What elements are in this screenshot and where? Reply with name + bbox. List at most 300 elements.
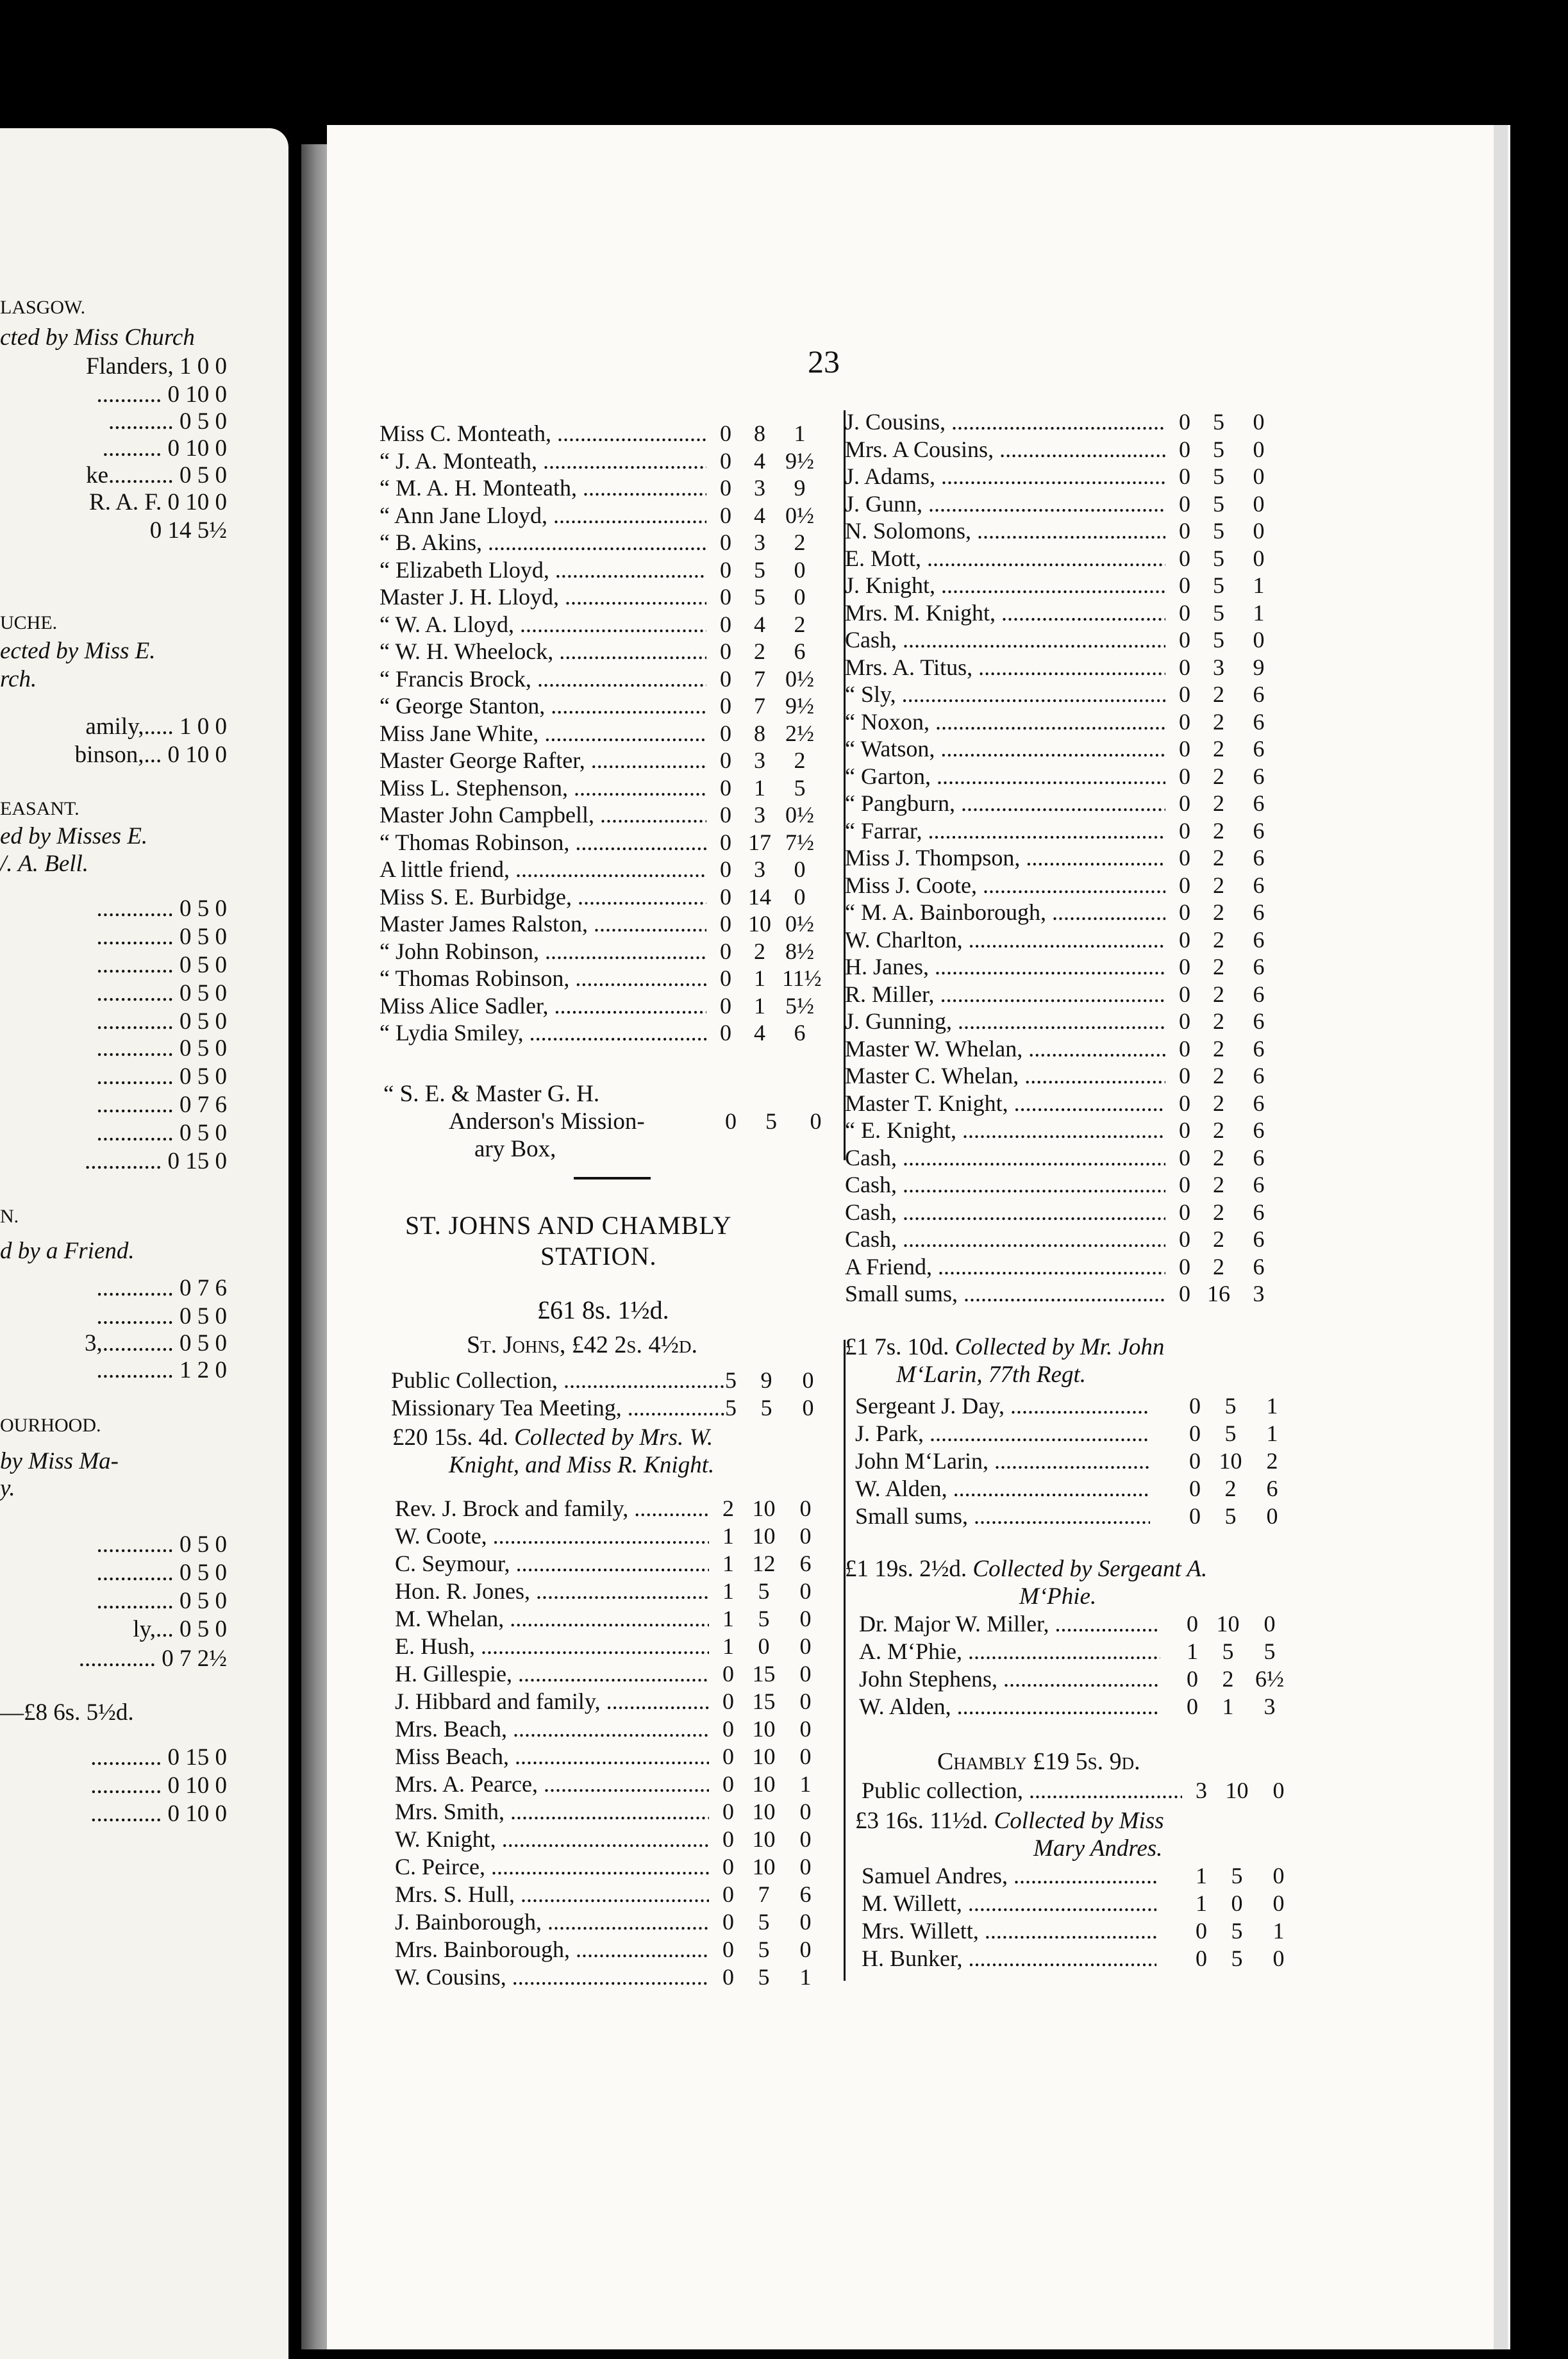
amount-shillings: 5 bbox=[754, 556, 765, 583]
amount-pence: 0 bbox=[794, 883, 806, 910]
amount-shillings: 5 bbox=[1222, 1638, 1234, 1664]
amount-shillings: 5 bbox=[1213, 463, 1224, 489]
contributor-name: “ Elizabeth Lloyd, ..... bbox=[379, 556, 706, 584]
amount-pounds: 1 bbox=[1187, 1638, 1198, 1664]
amount-shillings: 10 bbox=[1216, 1611, 1240, 1637]
amount-pounds: 0 bbox=[1189, 1393, 1201, 1419]
ledger-row bbox=[859, 1638, 1289, 1665]
amount-pounds: 1 bbox=[722, 1551, 734, 1576]
ledger-row bbox=[395, 1660, 824, 1688]
left-page-line: ............. 0 7 6 bbox=[96, 1275, 227, 1301]
amount-pence: 6 bbox=[1253, 1144, 1265, 1171]
ledger-row bbox=[391, 1367, 827, 1394]
amount-pounds: 0 bbox=[722, 1854, 734, 1880]
amount-shillings: 5 bbox=[1213, 627, 1224, 653]
contributor-name: Miss J. Coote, ..... bbox=[845, 872, 1165, 899]
ledger-row bbox=[379, 965, 822, 992]
amount-pounds: 0 bbox=[720, 883, 731, 910]
amount-pounds: 0 bbox=[720, 720, 731, 746]
ledger-row bbox=[379, 474, 819, 502]
amount-pounds: 0 bbox=[1179, 790, 1190, 816]
amount-pence: 6 bbox=[1253, 845, 1265, 871]
amount-pence: 5½ bbox=[785, 992, 814, 1019]
contributor-name: Samuel Andres, ..... bbox=[862, 1862, 1156, 1890]
amount-pounds: 0 bbox=[722, 1771, 734, 1797]
contributor-name: Missionary Tea Meeting, ..... bbox=[391, 1394, 724, 1422]
ledger-row bbox=[859, 1693, 1289, 1721]
left-page-line: N. bbox=[0, 1206, 19, 1227]
left-page-line: ed by Misses E. bbox=[0, 823, 148, 849]
amount-pence: 6 bbox=[799, 1881, 812, 1907]
amount-shillings: 2 bbox=[1213, 1117, 1224, 1143]
amount-pence: 6 bbox=[1253, 981, 1265, 1007]
contributor-name: J. Park, ..... bbox=[855, 1420, 1150, 1447]
ledger-row bbox=[391, 1394, 827, 1422]
left-page-line: amily,..... 1 0 0 bbox=[85, 713, 227, 740]
amount-pounds: 0 bbox=[1179, 1144, 1190, 1171]
left-page-line: ............. 0 5 0 bbox=[96, 1120, 227, 1146]
amount-pence: 6 bbox=[1253, 1117, 1265, 1143]
amount-shillings: 0 bbox=[758, 1633, 770, 1659]
ledger-row bbox=[845, 1280, 1278, 1308]
left-page-line: OURHOOD. bbox=[0, 1415, 101, 1436]
amount-pence: 0 bbox=[794, 556, 806, 583]
amount-pounds: 0 bbox=[1187, 1666, 1198, 1692]
amount-pence: 8½ bbox=[785, 938, 814, 964]
amount-shillings: 2 bbox=[754, 638, 765, 664]
contributor-name: Mrs. M. Knight, ..... bbox=[845, 599, 1165, 627]
contributor-name: Cash, ..... bbox=[845, 1144, 1165, 1172]
contributor-name: Miss S. E. Burbidge, ..... bbox=[379, 883, 706, 911]
amount-pence: 6 bbox=[1253, 1035, 1265, 1062]
amount-pence: 0 bbox=[799, 1937, 812, 1962]
amount-pence: 11½ bbox=[782, 965, 822, 991]
contributor-name: Master C. Whelan, ..... bbox=[845, 1062, 1165, 1090]
contributor-name: Small sums, ..... bbox=[845, 1280, 1165, 1308]
left-page-line: ke........... 0 5 0 bbox=[86, 462, 227, 488]
amount-pounds: 0 bbox=[1189, 1421, 1201, 1446]
mphie-heading-amount: £1 19s. 2½d. bbox=[845, 1556, 967, 1582]
amount-pence: 9½ bbox=[785, 447, 814, 474]
amount-pence: 0 bbox=[1272, 1890, 1285, 1916]
amount-shillings: 5 bbox=[1224, 1503, 1237, 1529]
contributor-name: Miss Alice Sadler, ..... bbox=[379, 992, 706, 1020]
amount-pence: 0 bbox=[1272, 1778, 1285, 1803]
ledger-row bbox=[379, 910, 819, 938]
left-page-line: LASGOW. bbox=[0, 297, 86, 318]
amount-shillings: 5 bbox=[758, 1578, 770, 1604]
amount-pence: 0 bbox=[799, 1496, 812, 1521]
amount-pence: 0 bbox=[1253, 436, 1265, 462]
amount-pence: 6 bbox=[1253, 1063, 1265, 1088]
left-page-line: ............. 0 5 0 bbox=[96, 1035, 227, 1062]
left-page-line: 0 14 5½ bbox=[149, 517, 227, 544]
amount-shillings: 15 bbox=[752, 1661, 776, 1687]
ledger-row bbox=[845, 599, 1278, 627]
station-total: £61 8s. 1½d. bbox=[537, 1296, 669, 1324]
contributor-name: Master T. Knight, ..... bbox=[845, 1090, 1165, 1117]
amount-shillings: 4 bbox=[754, 447, 765, 474]
contributor-name: “ E. Knight, ..... bbox=[845, 1117, 1165, 1144]
contributor-name: Small sums, ..... bbox=[855, 1503, 1150, 1530]
amount-pounds: 0 bbox=[722, 1799, 734, 1824]
amount-shillings: 5 bbox=[1213, 436, 1224, 462]
amount-pence: 2½ bbox=[785, 720, 814, 746]
amount-shillings: 5 bbox=[1213, 599, 1224, 626]
amount-shillings: 15 bbox=[752, 1688, 776, 1714]
amount-pounds: 0 bbox=[1179, 1035, 1190, 1062]
left-page-line: binson,... 0 10 0 bbox=[74, 742, 227, 768]
amount-shillings: 7 bbox=[758, 1881, 770, 1907]
amount-pounds: 0 bbox=[1179, 545, 1190, 571]
amount-shillings: 2 bbox=[1213, 1226, 1224, 1252]
contributor-name: H. Bunker, ..... bbox=[862, 1945, 1156, 1972]
amount-pounds: 0 bbox=[1179, 981, 1190, 1007]
ledger-row bbox=[859, 1665, 1289, 1693]
left-page-line: Flanders, 1 0 0 bbox=[86, 353, 227, 379]
amount-shillings: 10 bbox=[752, 1716, 776, 1742]
amount-pounds: 1 bbox=[1196, 1863, 1207, 1888]
contributor-name: Cash, ..... bbox=[845, 1199, 1165, 1226]
ledger-row bbox=[379, 720, 819, 747]
amount-pounds: 1 bbox=[722, 1633, 734, 1659]
ledger-row bbox=[379, 611, 819, 638]
mphie-collection-heading bbox=[845, 1555, 1207, 1583]
ledger-row bbox=[845, 735, 1278, 763]
amount-shillings: 1 bbox=[754, 965, 765, 991]
amount-shillings: 2 bbox=[1213, 736, 1224, 762]
contributor-name: “ B. Akins, ..... bbox=[379, 529, 706, 556]
amount-pence: 0 bbox=[799, 1826, 812, 1852]
amount-pounds: 0 bbox=[720, 829, 731, 855]
amount-pounds: 0 bbox=[720, 693, 731, 719]
amount-pence: 0 bbox=[799, 1716, 812, 1742]
left-page-line: ............. 0 5 0 bbox=[96, 980, 227, 1006]
amount-pence: 0 bbox=[1253, 627, 1265, 653]
contributor-name: J. Bainborough, ..... bbox=[395, 1908, 709, 1936]
mphie-heading-collector2: M‘Phie. bbox=[1019, 1583, 1097, 1610]
amount-pence: 0 bbox=[799, 1688, 812, 1714]
contributor-name: Master John Campbell, ..... bbox=[379, 801, 706, 829]
anderson-pence: 0 bbox=[810, 1108, 822, 1134]
amount-pence: 6 bbox=[1253, 1199, 1265, 1225]
ledger-row bbox=[845, 1062, 1278, 1090]
amount-pounds: 0 bbox=[1179, 490, 1190, 517]
contributor-name: “ M. A. Bainborough, ..... bbox=[845, 899, 1165, 926]
amount-pence: 0 bbox=[799, 1633, 812, 1659]
ledger-row bbox=[845, 654, 1278, 681]
contributor-name: J. Knight, ..... bbox=[845, 572, 1165, 599]
amount-shillings: 17 bbox=[748, 829, 771, 855]
amount-pence: 0 bbox=[1266, 1503, 1278, 1529]
contributor-name: Miss C. Monteath, ..... bbox=[379, 420, 706, 447]
ledger-row bbox=[845, 763, 1278, 790]
amount-pence: 0 bbox=[799, 1744, 812, 1769]
amount-shillings: 2 bbox=[1213, 926, 1224, 953]
amount-pence: 1 bbox=[794, 421, 806, 446]
amount-pounds: 0 bbox=[1179, 817, 1190, 844]
ledger-row bbox=[845, 708, 1278, 736]
page-number: 23 bbox=[808, 344, 840, 379]
chambly-heading: Chambly £19 5s. 9d. bbox=[937, 1748, 1140, 1775]
amount-pence: 3 bbox=[1253, 1281, 1265, 1306]
amount-pence: 1 bbox=[799, 1964, 812, 1990]
amount-pounds: 0 bbox=[1179, 1063, 1190, 1088]
amount-pounds: 0 bbox=[1179, 872, 1190, 898]
amount-shillings: 2 bbox=[1213, 790, 1224, 816]
left-page-line: ............ 0 10 0 bbox=[90, 1772, 227, 1799]
contributor-name: Miss J. Thompson, ..... bbox=[845, 844, 1165, 872]
left-page-line: ected by Miss E. bbox=[0, 638, 156, 664]
knight-heading-amount: £20 15s. 4d. bbox=[392, 1424, 508, 1451]
amount-pounds: 1 bbox=[722, 1523, 734, 1549]
contributor-name: A little friend, ..... bbox=[379, 856, 706, 883]
amount-pounds: 0 bbox=[720, 611, 731, 637]
amount-shillings: 3 bbox=[754, 529, 765, 555]
amount-pence: 9 bbox=[1253, 654, 1265, 680]
left-page-line: ............. 0 7 2½ bbox=[78, 1646, 227, 1672]
contributor-name: W. Cousins, ..... bbox=[395, 1963, 709, 1991]
ledger-row bbox=[845, 872, 1278, 899]
contributor-name: “ M. A. H. Monteath, ..... bbox=[379, 474, 706, 502]
amount-shillings: 14 bbox=[748, 883, 771, 910]
andres-collection-heading bbox=[855, 1807, 1164, 1835]
ledger-row bbox=[845, 545, 1278, 572]
contributor-name: Mrs. Bainborough, ..... bbox=[395, 1936, 709, 1963]
contributor-name: Cash, ..... bbox=[845, 1171, 1165, 1199]
contributor-name: A Friend, ..... bbox=[845, 1253, 1165, 1281]
ledger-row bbox=[395, 1743, 824, 1771]
contributor-name: Cash, ..... bbox=[845, 626, 1165, 654]
contributor-name: E. Mott, ..... bbox=[845, 545, 1165, 572]
ledger-row bbox=[845, 408, 1278, 436]
amount-pence: 6 bbox=[1253, 1090, 1265, 1116]
contributor-name: N. Solomons, ..... bbox=[845, 517, 1165, 545]
knight-heading-collector: Collected by Mrs. W. bbox=[514, 1424, 713, 1451]
left-page-line: —£8 6s. 5½d. bbox=[0, 1699, 134, 1726]
amount-pence: 0½ bbox=[785, 911, 814, 937]
amount-pence: 6 bbox=[1253, 1226, 1265, 1252]
contributor-name: M. Willett, ..... bbox=[862, 1890, 1156, 1917]
ledger-row bbox=[862, 1917, 1297, 1945]
ledger-row bbox=[395, 1605, 824, 1633]
amount-shillings: 2 bbox=[1213, 1035, 1224, 1062]
contributor-name: J. Gunning, ..... bbox=[845, 1008, 1165, 1035]
amount-pounds: 0 bbox=[722, 1716, 734, 1742]
left-page-line: rch. bbox=[0, 666, 37, 692]
amount-pence: 0½ bbox=[785, 802, 814, 828]
amount-pence: 6 bbox=[794, 1020, 806, 1046]
ledger-row bbox=[845, 626, 1278, 654]
ledger-row bbox=[845, 517, 1278, 545]
amount-pounds: 0 bbox=[720, 992, 731, 1019]
ledger-row bbox=[395, 1522, 824, 1550]
amount-pounds: 0 bbox=[1179, 463, 1190, 489]
amount-pounds: 0 bbox=[720, 584, 731, 610]
amount-pence: 9 bbox=[794, 475, 806, 501]
amount-pence: 6 bbox=[1253, 681, 1265, 707]
amount-shillings: 2 bbox=[1213, 981, 1224, 1007]
ledger-row bbox=[379, 665, 819, 693]
amount-pounds: 0 bbox=[1187, 1694, 1198, 1719]
contributor-name: “ Watson, ..... bbox=[845, 735, 1165, 763]
amount-pence: 1 bbox=[1272, 1918, 1285, 1944]
amount-pounds: 1 bbox=[1196, 1890, 1207, 1916]
mclarin-heading-amount: £1 7s. 10d. bbox=[845, 1334, 949, 1360]
amount-pence: 6 bbox=[1253, 1253, 1265, 1280]
amount-pounds: 0 bbox=[720, 556, 731, 583]
amount-pence: 6 bbox=[794, 638, 806, 664]
contributor-name: “ J. A. Monteath, ..... bbox=[379, 447, 706, 475]
anderson-shillings: 5 bbox=[765, 1108, 777, 1134]
amount-pounds: 0 bbox=[1189, 1503, 1201, 1529]
amount-shillings: 2 bbox=[1213, 1063, 1224, 1088]
amount-pence: 1 bbox=[1253, 572, 1265, 598]
amount-shillings: 8 bbox=[754, 421, 765, 446]
amount-pence: 6 bbox=[1253, 899, 1265, 925]
amount-pounds: 0 bbox=[1179, 763, 1190, 789]
amount-pounds: 1 bbox=[722, 1606, 734, 1631]
ledger-row bbox=[845, 490, 1278, 518]
left-page-line: .......... 0 10 0 bbox=[102, 435, 227, 462]
amount-pounds: 0 bbox=[1189, 1476, 1201, 1501]
contributor-name: Master W. Whelan, ..... bbox=[845, 1035, 1165, 1063]
contributor-name: “ Farrar, ..... bbox=[845, 817, 1165, 845]
anderson-line1: “ S. E. & Master G. H. bbox=[383, 1081, 600, 1107]
amount-pounds: 0 bbox=[722, 1937, 734, 1962]
contributor-name: John M‘Larin, ..... bbox=[855, 1447, 1150, 1475]
amount-pence: 2 bbox=[1266, 1448, 1278, 1474]
ledger-row bbox=[845, 1090, 1278, 1117]
contributor-name: Master George Rafter, ..... bbox=[379, 747, 706, 774]
amount-pence: 0 bbox=[799, 1606, 812, 1631]
amount-shillings: 2 bbox=[1213, 1008, 1224, 1034]
amount-pounds: 0 bbox=[720, 1020, 731, 1046]
column-divider-bottom bbox=[844, 1340, 846, 1981]
amount-pence: 5 bbox=[794, 774, 806, 801]
contributor-name: Mrs. A. Titus, ..... bbox=[845, 654, 1165, 681]
ledger-row bbox=[862, 1777, 1310, 1805]
station-subheading: STATION. bbox=[540, 1242, 657, 1271]
amount-shillings: 7 bbox=[754, 693, 765, 719]
amount-pence: 2 bbox=[794, 611, 806, 637]
ledger-row bbox=[845, 1199, 1278, 1226]
amount-pounds: 0 bbox=[722, 1881, 734, 1907]
contributor-name: John Stephens, ..... bbox=[859, 1665, 1160, 1693]
amount-shillings: 2 bbox=[1213, 954, 1224, 979]
amount-pounds: 0 bbox=[720, 774, 731, 801]
amount-shillings: 10 bbox=[752, 1854, 776, 1880]
left-page-line: ............. 0 5 0 bbox=[96, 1063, 227, 1090]
contributor-name: Mrs. S. Hull, ..... bbox=[395, 1881, 709, 1908]
left-page-line: /. A. Bell. bbox=[0, 851, 89, 877]
amount-pence: 0½ bbox=[785, 502, 814, 528]
amount-pounds: 0 bbox=[720, 421, 731, 446]
amount-pounds: 0 bbox=[1179, 1253, 1190, 1280]
anderson-line2: Anderson's Mission- bbox=[449, 1108, 645, 1135]
amount-pounds: 5 bbox=[725, 1367, 737, 1393]
amount-pence: 9½ bbox=[785, 693, 814, 719]
amount-shillings: 9 bbox=[760, 1367, 772, 1393]
contributor-name: Rev. J. Brock and family, ..... bbox=[395, 1495, 709, 1522]
amount-shillings: 5 bbox=[1224, 1393, 1237, 1419]
left-page-line: 3,............ 0 5 0 bbox=[85, 1330, 227, 1356]
contributor-name: C. Peirce, ..... bbox=[395, 1853, 709, 1881]
left-page-line: ly,... 0 5 0 bbox=[133, 1616, 227, 1642]
left-page-line: ........... 0 10 0 bbox=[96, 381, 227, 408]
ledger-row bbox=[845, 1008, 1278, 1035]
amount-shillings: 2 bbox=[1213, 899, 1224, 925]
amount-shillings: 2 bbox=[1213, 845, 1224, 871]
amount-shillings: 10 bbox=[752, 1744, 776, 1769]
amount-pounds: 0 bbox=[720, 665, 731, 692]
amount-shillings: 5 bbox=[758, 1606, 770, 1631]
amount-shillings: 0 bbox=[1231, 1890, 1243, 1916]
contributor-name: “ Pangburn, ..... bbox=[845, 790, 1165, 817]
amount-pence: 0 bbox=[1253, 518, 1265, 544]
amount-pence: 0 bbox=[802, 1367, 814, 1393]
ledger-row bbox=[395, 1936, 824, 1963]
amount-pounds: 0 bbox=[720, 638, 731, 664]
amount-shillings: 5 bbox=[1231, 1946, 1243, 1971]
amount-pounds: 0 bbox=[1179, 1281, 1190, 1306]
amount-pence: 6 bbox=[1253, 926, 1265, 953]
amount-pounds: 0 bbox=[720, 856, 731, 882]
amount-shillings: 2 bbox=[1222, 1666, 1234, 1692]
contributor-name: J. Cousins, ..... bbox=[845, 408, 1165, 436]
left-page-line: ............. 1 2 0 bbox=[96, 1357, 227, 1383]
ledger-row bbox=[855, 1503, 1291, 1530]
ledger-row bbox=[855, 1420, 1291, 1447]
ledger-row bbox=[855, 1475, 1291, 1503]
andres-heading-collector2: Mary Andres. bbox=[1033, 1835, 1163, 1862]
amount-pence: 6 bbox=[1253, 1172, 1265, 1197]
amount-pounds: 0 bbox=[1196, 1946, 1207, 1971]
amount-pence: 2 bbox=[794, 529, 806, 555]
ledger-row bbox=[395, 1826, 824, 1853]
contributor-name: W. Alden, ..... bbox=[859, 1693, 1160, 1721]
contributor-name: J. Gunn, ..... bbox=[845, 490, 1165, 518]
amount-shillings: 2 bbox=[1213, 872, 1224, 898]
ledger-row bbox=[379, 856, 819, 883]
contributor-name: W. Knight, ..... bbox=[395, 1826, 709, 1853]
contributor-name: Public Collection, ..... bbox=[391, 1367, 724, 1394]
amount-pence: 0 bbox=[799, 1661, 812, 1687]
amount-pence: 1 bbox=[1266, 1421, 1278, 1446]
amount-shillings: 2 bbox=[1213, 708, 1224, 735]
contributor-name: Master J. H. Lloyd, ..... bbox=[379, 583, 706, 611]
contributor-name: W. Alden, ..... bbox=[855, 1475, 1150, 1503]
amount-pounds: 0 bbox=[1179, 1117, 1190, 1143]
knight-collection-heading bbox=[392, 1424, 713, 1451]
amount-pounds: 0 bbox=[1179, 518, 1190, 544]
ledger-row bbox=[845, 681, 1278, 708]
amount-pence: 2 bbox=[794, 747, 806, 773]
amount-pounds: 0 bbox=[1187, 1611, 1198, 1637]
amount-shillings: 12 bbox=[752, 1551, 776, 1576]
amount-pounds: 0 bbox=[1179, 436, 1190, 462]
ledger-row bbox=[395, 1771, 824, 1798]
amount-pence: 0 bbox=[1264, 1611, 1276, 1637]
amount-pence: 0 bbox=[799, 1578, 812, 1604]
amount-pence: 1 bbox=[799, 1771, 812, 1797]
ledger-row bbox=[862, 1862, 1297, 1890]
amount-pounds: 0 bbox=[720, 447, 731, 474]
amount-pounds: 0 bbox=[722, 1826, 734, 1852]
amount-pence: 6 bbox=[1253, 954, 1265, 979]
amount-shillings: 4 bbox=[754, 502, 765, 528]
ledger-row bbox=[845, 1226, 1278, 1253]
